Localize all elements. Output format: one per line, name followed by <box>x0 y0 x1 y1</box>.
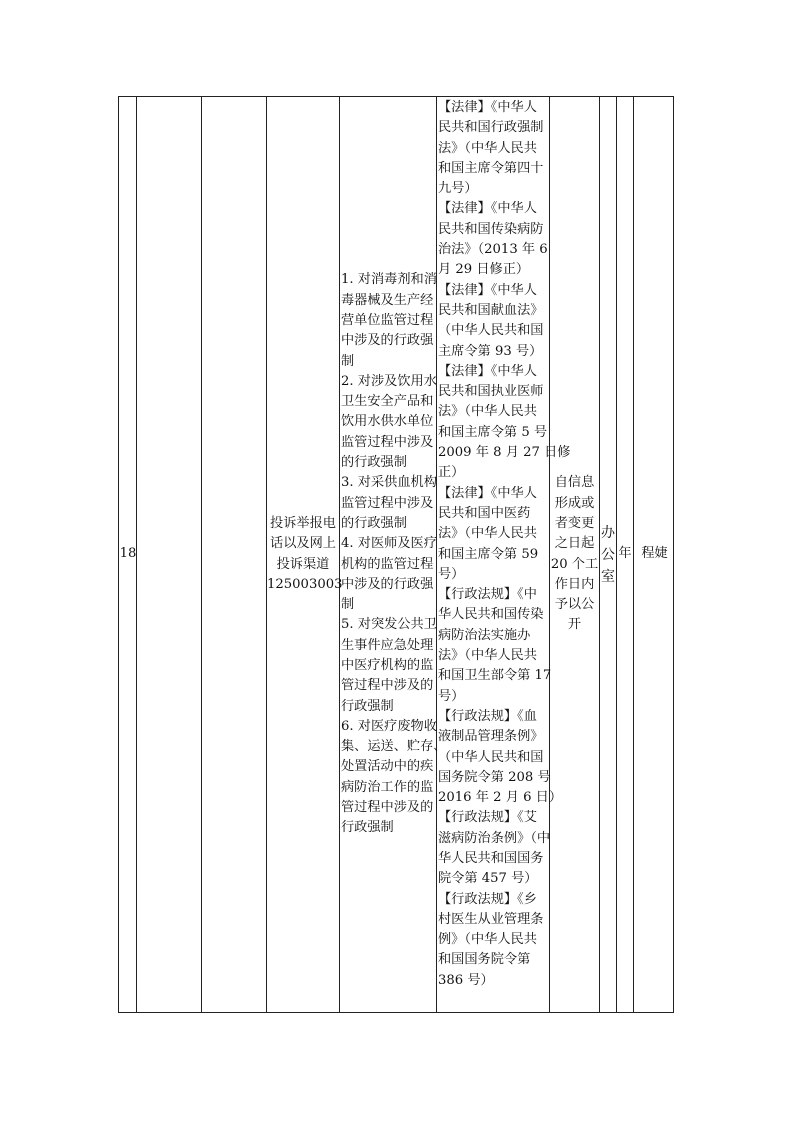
content-line: 制 <box>341 353 355 369</box>
content-line: 卫生安全产品和 <box>341 394 434 410</box>
time-limit-line: 之日起 <box>554 536 595 552</box>
content-line: 病防治工作的监 <box>341 779 434 795</box>
basis-line: （中华人民共和国 <box>438 749 544 765</box>
basis-line: 法》（中华人民共 <box>438 140 537 156</box>
basis-line: 号） <box>438 566 465 582</box>
basis-line: 【行政法规】《乡 <box>438 891 537 907</box>
content-line: 监管过程中涉及 <box>341 495 434 511</box>
department-cell <box>600 97 616 1012</box>
basis-line: 治法》（2013 年 6 <box>438 242 548 258</box>
content-line: 饮用水供水单位 <box>341 414 434 430</box>
period-text: 年 <box>618 546 632 562</box>
basis-line: 华人民共和国国务 <box>438 850 544 866</box>
basis-line: 【法律】《中华人 <box>438 282 537 298</box>
department-char: 办 <box>601 524 615 541</box>
basis-line: 和国主席令第 5 号 <box>438 424 548 440</box>
basis-line: 【行政法规】《艾 <box>438 810 537 826</box>
period-cell <box>617 97 633 1012</box>
basis-line: 法》（中华人民共 <box>438 526 537 542</box>
content-line: 管过程中涉及的 <box>341 800 434 816</box>
content-line: 生事件应急处理 <box>341 637 434 653</box>
department-char: 室 <box>601 568 615 585</box>
basis-line: 民共和国行政强制 <box>438 120 544 136</box>
content-line: 中涉及的行政强 <box>341 576 434 592</box>
content-line: 制 <box>341 597 355 613</box>
content-line: 6. 对医疗废物收 <box>341 718 437 734</box>
basis-line: 和国主席令第 59 <box>438 546 539 562</box>
basis-line: 【法律】《中华人 <box>438 363 537 379</box>
time-limit-cell <box>550 97 599 1012</box>
content-line: 机构的监管过程 <box>341 556 434 572</box>
basis-line: 2009 年 8 月 27 日修 <box>438 445 571 461</box>
department-char-group <box>600 522 616 588</box>
basis-line: 【法律】《中华人 <box>438 100 537 115</box>
basis-line: 号） <box>438 688 465 704</box>
time-limit-line: 自信息 <box>554 475 595 491</box>
basis-line: 和国卫生部令第 17 <box>438 668 552 684</box>
channel-line: 投诉渠道 <box>276 556 330 572</box>
time-limit-line: 形成或 <box>554 495 595 511</box>
basis-line: 民共和国执业医师 <box>438 384 544 400</box>
content-line: 的行政强制 <box>341 455 407 471</box>
time-limit-line: 20 个工 <box>550 556 599 572</box>
basis-line: 液制品管理条例》 <box>438 729 544 745</box>
basis-line: 【行政法规】《血 <box>438 708 537 724</box>
basis-line: 【行政法规】《中 <box>438 587 537 603</box>
basis-line: 例》（中华人民共 <box>438 932 537 948</box>
basis-line: 【法律】《中华人 <box>438 201 537 217</box>
contact-cell <box>634 97 675 1012</box>
content-line: 行政强制 <box>341 820 394 836</box>
channel-line-group <box>267 514 343 595</box>
basis-line: 病防治法实施办 <box>438 627 531 643</box>
content-line: 1. 对消毒剂和消 <box>341 272 437 288</box>
basis-line: 华人民共和国传染 <box>438 607 544 623</box>
content-line: 处置活动中的疾 <box>341 759 434 775</box>
basis-line: 民共和国传染病防 <box>438 221 544 237</box>
content-line: 2. 对涉及饮用水 <box>341 373 437 389</box>
content-line: 4. 对医师及医疗 <box>341 536 437 552</box>
basis-line: 滋病防治条例》（中 <box>438 830 551 846</box>
content-line: 监管过程中涉及 <box>341 434 434 450</box>
content-line: 毒器械及生产经 <box>341 292 434 308</box>
channel-line: 125003003 <box>267 576 343 592</box>
content-line: 中医疗机构的监 <box>341 657 434 673</box>
empty-cell <box>202 97 266 1012</box>
content-line: 行政强制 <box>341 698 394 714</box>
time-limit-line: 者变更 <box>554 515 595 531</box>
content-line: 的行政强制 <box>341 515 407 531</box>
basis-line: 民共和国中医药 <box>438 505 531 521</box>
basis-line: 和国国务院令第 <box>438 952 531 968</box>
basis-line: 和国主席令第四十 <box>438 160 544 176</box>
basis-line: （中华人民共和国 <box>438 323 544 339</box>
basis-line: 月 29 日修正） <box>438 262 530 278</box>
content-line: 营单位监管过程 <box>341 312 434 328</box>
content-cell <box>340 97 447 1012</box>
basis-line: 正） <box>438 465 465 481</box>
contact-name: 程婕 <box>641 546 668 562</box>
channel-line: 话以及网上 <box>270 536 336 552</box>
legal-basis-cell <box>437 97 571 1012</box>
time-limit-line-group <box>550 473 599 635</box>
basis-line: 国务院令第 208 号 <box>438 769 551 785</box>
time-limit-line: 予以公 <box>554 597 595 613</box>
content-line: 5. 对突发公共卫 <box>341 617 437 633</box>
seq-cell <box>120 97 136 1012</box>
empty-cell <box>137 97 201 1012</box>
time-limit-line: 作日内 <box>554 576 595 592</box>
basis-line: 【法律】《中华人 <box>438 485 537 501</box>
basis-line: 九号） <box>438 181 478 197</box>
basis-line: 386 号） <box>438 972 494 988</box>
basis-line-group <box>438 98 571 991</box>
basis-line: 法》（中华人民共 <box>438 404 537 420</box>
time-limit-line: 开 <box>567 617 582 633</box>
basis-line: 村医生从业管理条 <box>438 911 544 927</box>
content-line: 集、运送、贮存、 <box>341 739 447 755</box>
channel-cell <box>267 97 343 1012</box>
basis-line: 主席令第 93 号） <box>438 343 543 359</box>
channel-line: 投诉举报电 <box>270 515 336 531</box>
content-line: 管过程中涉及的 <box>341 678 434 694</box>
basis-line: 法》（中华人民共 <box>438 648 537 664</box>
basis-line: 2016 年 2 月 6 日） <box>438 790 563 806</box>
content-line: 中涉及的行政强 <box>341 333 434 349</box>
basis-line: 院令第 457 号） <box>438 871 538 887</box>
basis-line: 民共和国献血法》 <box>438 302 544 318</box>
record-table <box>118 96 674 1013</box>
department-char: 公 <box>601 546 615 563</box>
content-line-group <box>341 270 447 838</box>
content-line: 3. 对采供血机构 <box>341 475 437 491</box>
seq-number: 18 <box>119 546 137 562</box>
